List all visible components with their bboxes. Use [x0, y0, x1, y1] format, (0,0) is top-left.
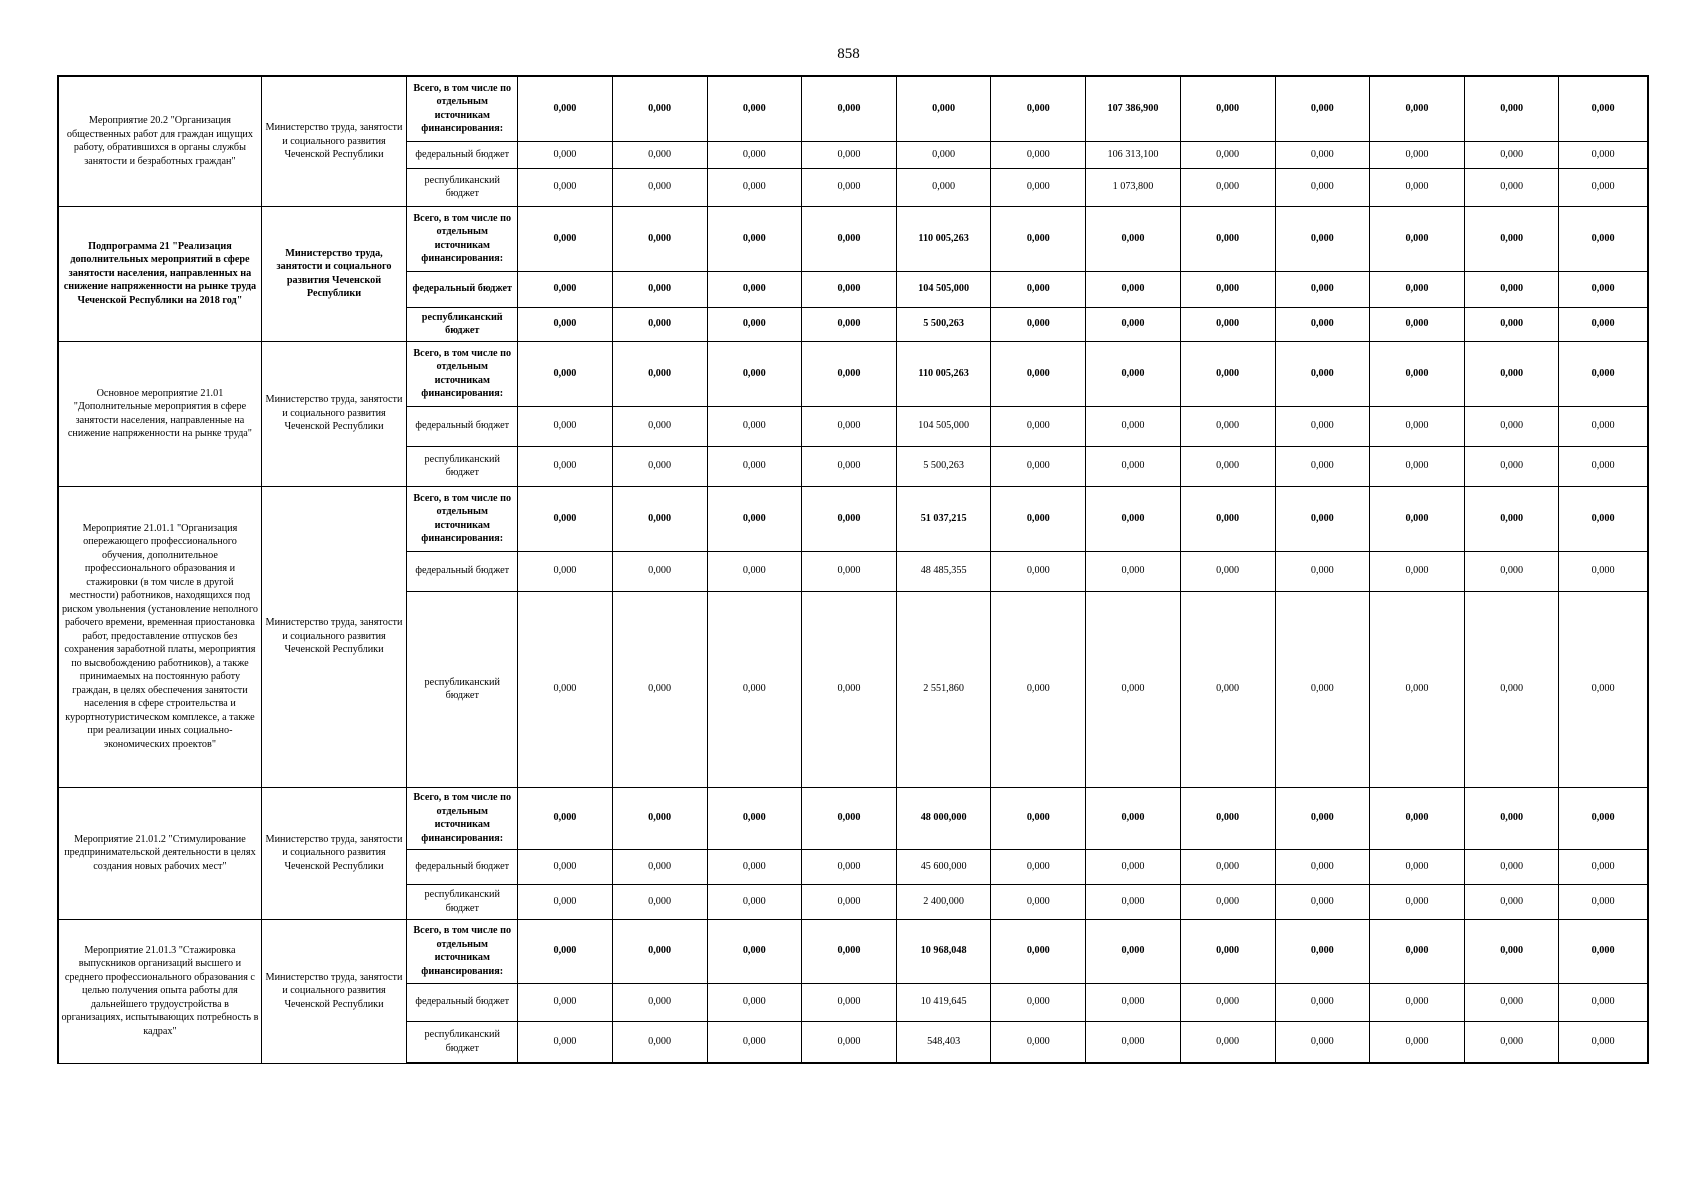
value-cell: 0,000 [1559, 787, 1648, 849]
value-cell: 0,000 [1465, 168, 1559, 206]
value-cell: 0,000 [1369, 307, 1464, 341]
value-cell: 0,000 [1559, 168, 1648, 206]
value-cell: 0,000 [801, 486, 896, 551]
funding-source: федеральный бюджет [407, 551, 518, 591]
value-cell: 0,000 [1275, 551, 1369, 591]
value-cell: 0,000 [1180, 1021, 1275, 1063]
value-cell: 0,000 [1275, 591, 1369, 787]
value-cell: 0,000 [897, 76, 991, 141]
executor: Министерство труда, занятости и социального развития Чеченской Республики [261, 787, 406, 919]
value-cell: 0,000 [991, 551, 1086, 591]
value-cell: 0,000 [707, 406, 801, 446]
value-cell: 0,000 [518, 551, 612, 591]
value-cell: 110 005,263 [897, 341, 991, 406]
table-row [58, 76, 1648, 141]
value-cell: 0,000 [1559, 884, 1648, 919]
value-cell: 0,000 [991, 406, 1086, 446]
value-cell: 0,000 [612, 341, 707, 406]
value-cell: 0,000 [1180, 141, 1275, 168]
table-row [58, 787, 1648, 849]
value-cell: 0,000 [801, 983, 896, 1021]
value-cell: 0,000 [1275, 849, 1369, 884]
value-cell: 0,000 [518, 1021, 612, 1063]
value-cell: 0,000 [1369, 168, 1464, 206]
value-cell: 0,000 [1086, 919, 1180, 983]
table-row [58, 206, 1648, 271]
value-cell: 0,000 [1559, 849, 1648, 884]
value-cell: 0,000 [1275, 919, 1369, 983]
value-cell: 0,000 [1465, 341, 1559, 406]
value-cell: 0,000 [1465, 206, 1559, 271]
value-cell: 0,000 [991, 446, 1086, 486]
value-cell: 0,000 [991, 168, 1086, 206]
value-cell: 0,000 [1275, 168, 1369, 206]
value-cell: 0,000 [801, 406, 896, 446]
value-cell: 0,000 [1465, 271, 1559, 307]
value-cell: 0,000 [1180, 849, 1275, 884]
table-row [58, 486, 1648, 551]
funding-source: республиканский бюджет [407, 168, 518, 206]
value-cell: 0,000 [1275, 486, 1369, 551]
value-cell: 0,000 [801, 76, 896, 141]
value-cell: 0,000 [518, 787, 612, 849]
value-cell: 0,000 [707, 141, 801, 168]
value-cell: 0,000 [612, 551, 707, 591]
value-cell: 0,000 [1180, 787, 1275, 849]
value-cell: 0,000 [1559, 1021, 1648, 1063]
value-cell: 0,000 [801, 206, 896, 271]
value-cell: 0,000 [518, 141, 612, 168]
value-cell: 0,000 [1275, 271, 1369, 307]
value-cell: 107 386,900 [1086, 76, 1180, 141]
value-cell: 0,000 [707, 271, 801, 307]
value-cell: 0,000 [707, 76, 801, 141]
value-cell: 0,000 [1465, 849, 1559, 884]
value-cell: 0,000 [612, 486, 707, 551]
value-cell: 0,000 [518, 271, 612, 307]
value-cell: 0,000 [518, 341, 612, 406]
value-cell: 0,000 [1180, 271, 1275, 307]
value-cell: 0,000 [1369, 446, 1464, 486]
value-cell: 0,000 [518, 168, 612, 206]
value-cell: 0,000 [612, 884, 707, 919]
value-cell: 0,000 [1465, 787, 1559, 849]
executor: Министерство труда, занятости и социального развития Чеченской Республики [261, 206, 406, 341]
value-cell: 0,000 [1369, 1021, 1464, 1063]
value-cell: 0,000 [1559, 307, 1648, 341]
value-cell: 0,000 [1465, 884, 1559, 919]
value-cell: 0,000 [518, 307, 612, 341]
funding-source: федеральный бюджет [407, 141, 518, 168]
value-cell: 0,000 [897, 168, 991, 206]
value-cell: 0,000 [612, 919, 707, 983]
value-cell: 0,000 [1275, 206, 1369, 271]
measure-name: Мероприятие 21.01.3 "Стажировка выпускников организаций высшего и среднего профессионального образования с целью получения опыта работы для дальнейшего трудоустройства в организациях, испытывающих потребность в кадрах" [58, 919, 261, 1063]
funding-source: Всего, в том числе по отдельным источникам финансирования: [407, 486, 518, 551]
funding-source: федеральный бюджет [407, 406, 518, 446]
executor: Министерство труда, занятости и социального развития Чеченской Республики [261, 919, 406, 1063]
measure-name: Мероприятие 20.2 "Организация общественных работ для граждан ищущих работу, обратившихся в органы службы занятости и безработных граждан" [58, 76, 261, 206]
value-cell: 0,000 [1559, 486, 1648, 551]
value-cell: 0,000 [1369, 141, 1464, 168]
value-cell: 0,000 [707, 849, 801, 884]
value-cell: 0,000 [1086, 1021, 1180, 1063]
value-cell: 0,000 [991, 1021, 1086, 1063]
value-cell: 0,000 [707, 307, 801, 341]
value-cell: 0,000 [707, 884, 801, 919]
value-cell: 0,000 [518, 849, 612, 884]
value-cell: 0,000 [991, 591, 1086, 787]
value-cell: 0,000 [1369, 486, 1464, 551]
value-cell: 0,000 [518, 486, 612, 551]
value-cell: 0,000 [1465, 76, 1559, 141]
value-cell: 0,000 [707, 341, 801, 406]
value-cell: 0,000 [612, 307, 707, 341]
value-cell: 0,000 [518, 446, 612, 486]
value-cell: 0,000 [1559, 919, 1648, 983]
value-cell: 548,403 [897, 1021, 991, 1063]
value-cell: 51 037,215 [897, 486, 991, 551]
value-cell: 45 600,000 [897, 849, 991, 884]
funding-source: Всего, в том числе по отдельным источникам финансирования: [407, 76, 518, 141]
value-cell: 1 073,800 [1086, 168, 1180, 206]
value-cell: 2 551,860 [897, 591, 991, 787]
value-cell: 0,000 [1559, 341, 1648, 406]
value-cell: 48 000,000 [897, 787, 991, 849]
value-cell: 0,000 [1275, 76, 1369, 141]
value-cell: 0,000 [707, 551, 801, 591]
value-cell: 0,000 [518, 76, 612, 141]
value-cell: 0,000 [1086, 486, 1180, 551]
funding-source: Всего, в том числе по отдельным источникам финансирования: [407, 341, 518, 406]
value-cell: 0,000 [801, 271, 896, 307]
value-cell: 0,000 [801, 591, 896, 787]
value-cell: 0,000 [991, 307, 1086, 341]
value-cell: 0,000 [1086, 406, 1180, 446]
funding-source: республиканский бюджет [407, 446, 518, 486]
value-cell: 0,000 [801, 919, 896, 983]
value-cell: 0,000 [801, 551, 896, 591]
value-cell: 0,000 [1086, 551, 1180, 591]
value-cell: 0,000 [1086, 271, 1180, 307]
funding-source: Всего, в том числе по отдельным источникам финансирования: [407, 206, 518, 271]
measure-name: Основное мероприятие 21.01 "Дополнительные мероприятия в сфере занятости населения, направленные на снижение напряженности на рынке труда" [58, 341, 261, 486]
value-cell: 0,000 [1369, 551, 1464, 591]
value-cell: 0,000 [1465, 919, 1559, 983]
value-cell: 0,000 [991, 76, 1086, 141]
value-cell: 0,000 [1275, 307, 1369, 341]
value-cell: 0,000 [707, 983, 801, 1021]
value-cell: 0,000 [1369, 591, 1464, 787]
value-cell: 0,000 [1180, 486, 1275, 551]
value-cell: 0,000 [518, 919, 612, 983]
value-cell: 106 313,100 [1086, 141, 1180, 168]
value-cell: 0,000 [1465, 1021, 1559, 1063]
value-cell: 0,000 [991, 919, 1086, 983]
value-cell: 0,000 [991, 206, 1086, 271]
value-cell: 0,000 [1275, 1021, 1369, 1063]
executor: Министерство труда, занятости и социального развития Чеченской Республики [261, 341, 406, 486]
value-cell: 0,000 [707, 787, 801, 849]
value-cell: 0,000 [1465, 551, 1559, 591]
funding-source: Всего, в том числе по отдельным источникам финансирования: [407, 919, 518, 983]
value-cell: 0,000 [1086, 341, 1180, 406]
value-cell: 0,000 [707, 486, 801, 551]
value-cell: 0,000 [518, 406, 612, 446]
value-cell: 0,000 [801, 341, 896, 406]
value-cell: 0,000 [801, 168, 896, 206]
table-row [58, 341, 1648, 406]
value-cell: 0,000 [1275, 446, 1369, 486]
value-cell: 0,000 [1180, 551, 1275, 591]
executor: Министерство труда, занятости и социального развития Чеченской Республики [261, 76, 406, 206]
value-cell: 0,000 [1086, 884, 1180, 919]
value-cell: 0,000 [1369, 983, 1464, 1021]
value-cell: 0,000 [1086, 983, 1180, 1021]
value-cell: 0,000 [1369, 919, 1464, 983]
value-cell: 0,000 [1180, 307, 1275, 341]
value-cell: 0,000 [1275, 141, 1369, 168]
value-cell: 0,000 [1180, 591, 1275, 787]
value-cell: 0,000 [1369, 406, 1464, 446]
budget-table-body [58, 76, 1648, 1063]
value-cell: 0,000 [518, 884, 612, 919]
value-cell: 0,000 [1275, 787, 1369, 849]
value-cell: 0,000 [612, 206, 707, 271]
value-cell: 104 505,000 [897, 406, 991, 446]
value-cell: 0,000 [1086, 206, 1180, 271]
value-cell: 0,000 [612, 983, 707, 1021]
value-cell: 0,000 [1180, 983, 1275, 1021]
value-cell: 0,000 [1465, 486, 1559, 551]
value-cell: 0,000 [612, 76, 707, 141]
value-cell: 0,000 [801, 849, 896, 884]
value-cell: 0,000 [1369, 341, 1464, 406]
value-cell: 0,000 [1465, 141, 1559, 168]
funding-source: Всего, в том числе по отдельным источникам финансирования: [407, 787, 518, 849]
value-cell: 0,000 [707, 591, 801, 787]
value-cell: 0,000 [1086, 787, 1180, 849]
value-cell: 0,000 [518, 591, 612, 787]
value-cell: 0,000 [518, 206, 612, 271]
value-cell: 0,000 [1180, 406, 1275, 446]
value-cell: 0,000 [801, 446, 896, 486]
value-cell: 0,000 [1559, 591, 1648, 787]
value-cell: 0,000 [1559, 551, 1648, 591]
value-cell: 0,000 [801, 884, 896, 919]
value-cell: 0,000 [1559, 206, 1648, 271]
value-cell: 0,000 [1559, 76, 1648, 141]
table-row [58, 919, 1648, 983]
value-cell: 0,000 [612, 271, 707, 307]
value-cell: 2 400,000 [897, 884, 991, 919]
funding-source: республиканский бюджет [407, 307, 518, 341]
value-cell: 0,000 [1086, 849, 1180, 884]
value-cell: 0,000 [1180, 168, 1275, 206]
value-cell: 0,000 [1465, 307, 1559, 341]
funding-source: федеральный бюджет [407, 849, 518, 884]
value-cell: 0,000 [1086, 307, 1180, 341]
value-cell: 0,000 [991, 486, 1086, 551]
value-cell: 0,000 [1369, 849, 1464, 884]
value-cell: 0,000 [707, 206, 801, 271]
value-cell: 0,000 [1180, 76, 1275, 141]
value-cell: 0,000 [1180, 341, 1275, 406]
value-cell: 0,000 [707, 168, 801, 206]
value-cell: 0,000 [1180, 446, 1275, 486]
value-cell: 0,000 [1180, 884, 1275, 919]
value-cell: 0,000 [1559, 141, 1648, 168]
value-cell: 0,000 [1275, 983, 1369, 1021]
value-cell: 5 500,263 [897, 446, 991, 486]
value-cell: 0,000 [1086, 591, 1180, 787]
value-cell: 0,000 [1559, 983, 1648, 1021]
measure-name: Мероприятие 21.01.1 "Организация опережающего профессионального обучения, дополнительное профессионального образования и стажировки (в том числе в другой местности) работников, находящихся под риском увольнения (установление неполного рабочего времени, временная приостановка работ, предоставление отпусков без сохранения заработной платы, мероприятия по высвобождению работников), а также принимаемых на постоянную работу граждан, в целях обеспечения занятости населения в сфере строительства и курортнотуристическом комплексе, а также при реализации иных социально- экономических проектов" [58, 486, 261, 787]
value-cell: 0,000 [612, 141, 707, 168]
value-cell: 0,000 [1465, 446, 1559, 486]
value-cell: 0,000 [707, 446, 801, 486]
value-cell: 0,000 [991, 271, 1086, 307]
value-cell: 0,000 [897, 141, 991, 168]
value-cell: 0,000 [1275, 341, 1369, 406]
value-cell: 10 419,645 [897, 983, 991, 1021]
value-cell: 0,000 [612, 446, 707, 486]
funding-source: федеральный бюджет [407, 983, 518, 1021]
value-cell: 0,000 [612, 168, 707, 206]
executor: Министерство труда, занятости и социального развития Чеченской Республики [261, 486, 406, 787]
value-cell: 0,000 [991, 787, 1086, 849]
value-cell: 0,000 [1275, 884, 1369, 919]
value-cell: 0,000 [1369, 884, 1464, 919]
value-cell: 0,000 [612, 406, 707, 446]
value-cell: 0,000 [707, 1021, 801, 1063]
value-cell: 0,000 [1559, 446, 1648, 486]
funding-source: республиканский бюджет [407, 884, 518, 919]
funding-source: республиканский бюджет [407, 1021, 518, 1063]
value-cell: 110 005,263 [897, 206, 991, 271]
value-cell: 0,000 [801, 787, 896, 849]
funding-source: республиканский бюджет [407, 591, 518, 787]
value-cell: 0,000 [612, 1021, 707, 1063]
value-cell: 48 485,355 [897, 551, 991, 591]
value-cell: 0,000 [1086, 446, 1180, 486]
value-cell: 0,000 [707, 919, 801, 983]
value-cell: 0,000 [1465, 591, 1559, 787]
page-number: 858 [837, 46, 860, 62]
value-cell: 0,000 [612, 787, 707, 849]
value-cell: 0,000 [612, 591, 707, 787]
value-cell: 0,000 [1369, 206, 1464, 271]
value-cell: 0,000 [801, 1021, 896, 1063]
value-cell: 5 500,263 [897, 307, 991, 341]
budget-table [57, 75, 1649, 1064]
value-cell: 0,000 [991, 141, 1086, 168]
measure-name: Подпрограмма 21 "Реализация дополнительных мероприятий в сфере занятости населения, направленных на снижение напряженности на рынке труда Чеченской Республики на 2018 год" [58, 206, 261, 341]
value-cell: 104 505,000 [897, 271, 991, 307]
value-cell: 0,000 [801, 141, 896, 168]
value-cell: 0,000 [1369, 271, 1464, 307]
value-cell: 0,000 [612, 849, 707, 884]
value-cell: 0,000 [991, 341, 1086, 406]
value-cell: 0,000 [518, 983, 612, 1021]
value-cell: 0,000 [801, 307, 896, 341]
value-cell: 0,000 [1465, 983, 1559, 1021]
value-cell: 0,000 [1369, 787, 1464, 849]
value-cell: 0,000 [1275, 406, 1369, 446]
measure-name: Мероприятие 21.01.2 "Стимулирование предпринимательской деятельности в целях создания новых рабочих мест" [58, 787, 261, 919]
funding-source: федеральный бюджет [407, 271, 518, 307]
value-cell: 0,000 [1465, 406, 1559, 446]
value-cell: 0,000 [991, 983, 1086, 1021]
value-cell: 0,000 [991, 849, 1086, 884]
value-cell: 0,000 [1180, 919, 1275, 983]
value-cell: 0,000 [1369, 76, 1464, 141]
value-cell: 0,000 [991, 884, 1086, 919]
value-cell: 0,000 [1180, 206, 1275, 271]
value-cell: 0,000 [1559, 271, 1648, 307]
value-cell: 0,000 [1559, 406, 1648, 446]
value-cell: 10 968,048 [897, 919, 991, 983]
